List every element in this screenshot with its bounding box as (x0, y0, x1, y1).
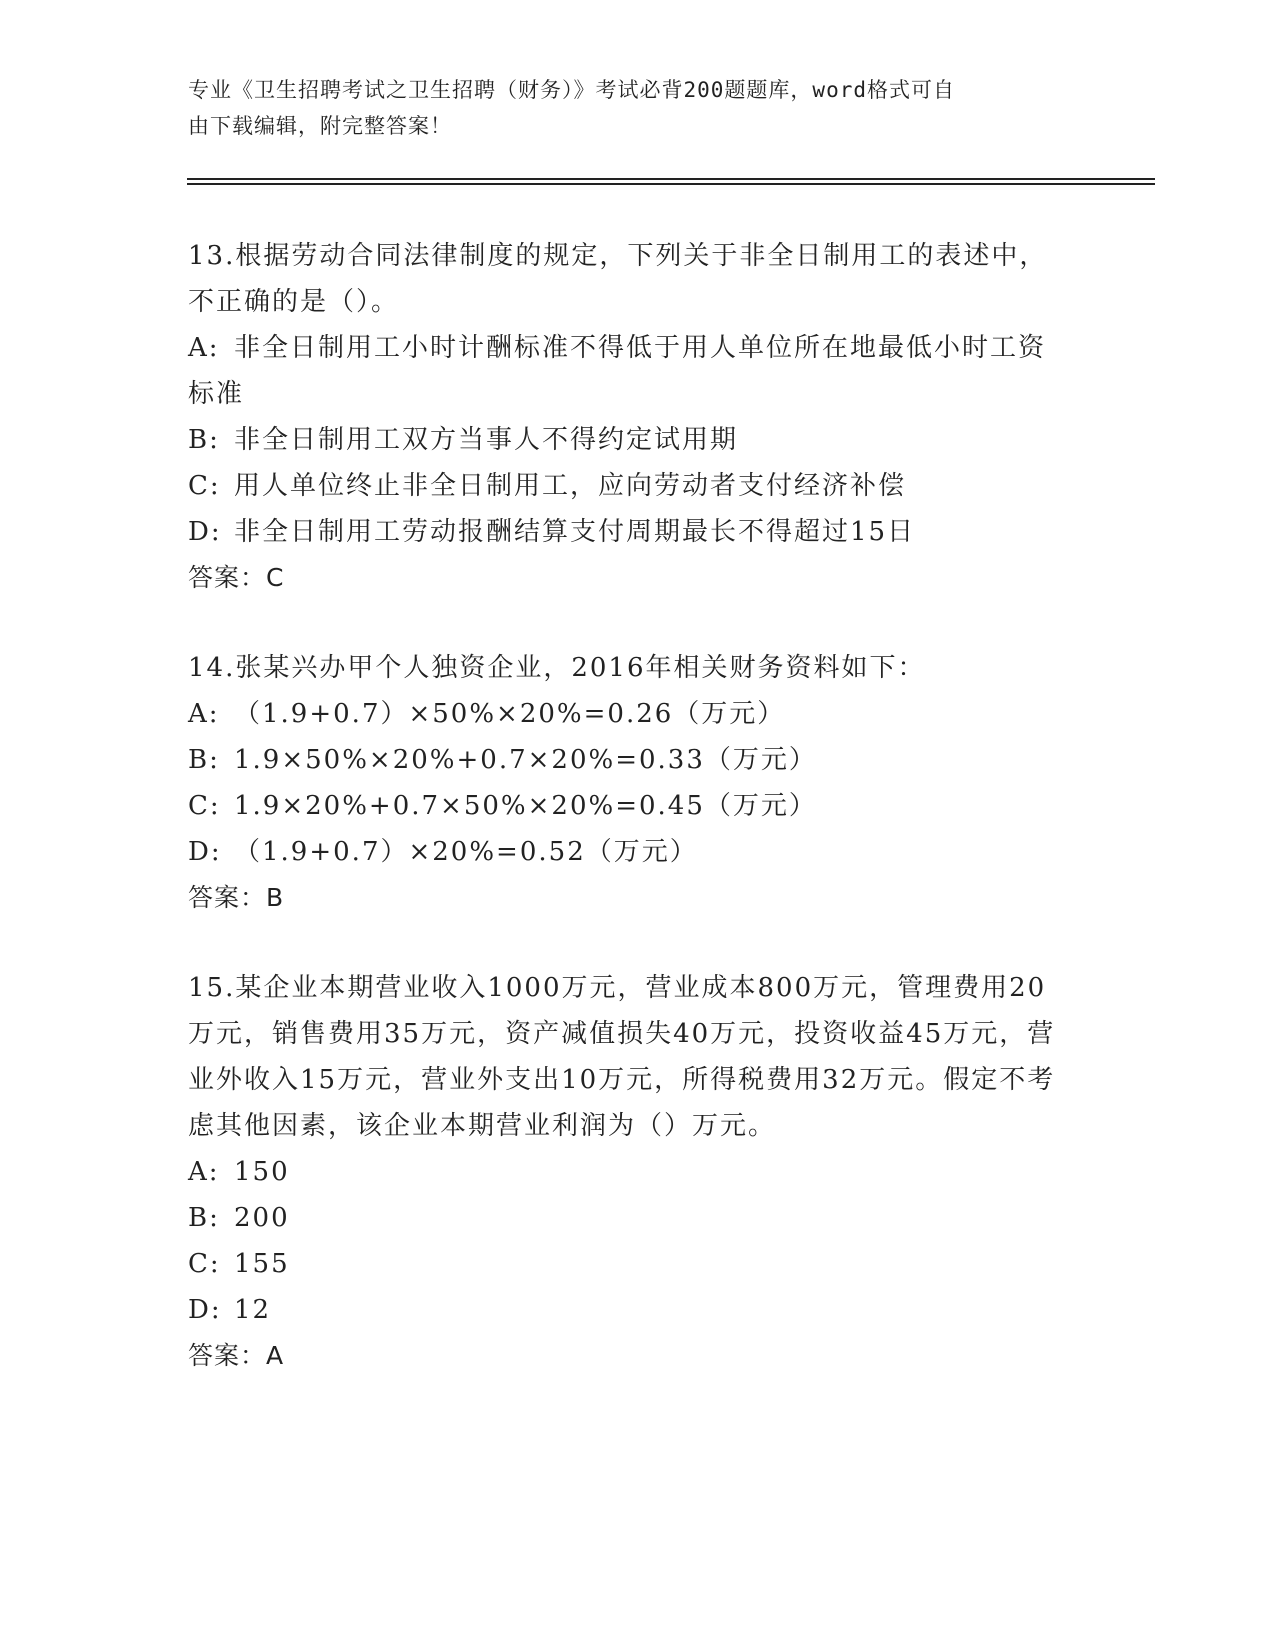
answer-line: 答案：A (188, 1341, 285, 1370)
option-letter: B: (188, 1203, 220, 1233)
header-intro-line-2: 由下载编辑，附完整答案！ (188, 114, 452, 138)
option-letter: D: (188, 837, 222, 867)
option-b (188, 417, 1068, 463)
option-letter: D: (188, 1295, 222, 1325)
option-text: 非全日制用工劳动报酬结算支付周期最长不得超过15日 (234, 517, 916, 547)
answer-line: 答案：C (188, 563, 285, 592)
option-d (188, 1287, 1068, 1333)
option-text: 非全日制用工双方当事人不得约定试用期 (234, 425, 739, 455)
option-text: 150 (234, 1157, 290, 1187)
option-text: （1.9+0.7）×50%×20%=0.26（万元） (234, 699, 786, 729)
header-intro-line-1: 专业《卫生招聘考试之卫生招聘（财务）》考试必背200题题库，word格式可自 (188, 78, 955, 102)
option-text: 用人单位终止非全日制用工，应向劳动者支付经济补偿 (234, 471, 907, 501)
option-text: 155 (234, 1249, 290, 1279)
option-d (188, 509, 1068, 555)
question-stem: 13.根据劳动合同法律制度的规定，下列关于非全日制用工的表述中，不正确的是（）。 (188, 241, 1048, 317)
option-text: （1.9+0.7）×20%=0.52（万元） (234, 837, 698, 867)
option-letter: C: (188, 471, 221, 501)
option-text: 200 (234, 1203, 290, 1233)
option-letter: B: (188, 745, 220, 775)
question-14 (188, 645, 1068, 921)
header-divider-top (187, 178, 1155, 180)
option-a (188, 691, 1068, 737)
option-letter: C: (188, 791, 221, 821)
header-divider-bottom (187, 183, 1155, 185)
option-c (188, 1241, 1068, 1287)
option-text: 非全日制用工小时计酬标准不得低于用人单位所在地最低小时工资标准 (188, 333, 1047, 409)
option-letter: A: (188, 1157, 220, 1187)
option-c (188, 783, 1068, 829)
option-letter: A: (188, 699, 220, 729)
option-text: 1.9×50%×20%+0.7×20%=0.33（万元） (234, 745, 817, 775)
answer-line: 答案：B (188, 883, 285, 912)
option-text: 1.9×20%+0.7×50%×20%=0.45（万元） (234, 791, 817, 821)
option-letter: B: (188, 425, 220, 455)
option-d (188, 829, 1068, 875)
option-a (188, 325, 1068, 417)
document-header (188, 72, 1068, 144)
option-a (188, 1149, 1068, 1195)
option-letter: A: (188, 333, 220, 363)
option-c (188, 463, 1068, 509)
option-letter: C: (188, 1249, 221, 1279)
option-text: 12 (234, 1295, 272, 1325)
question-13 (188, 233, 1068, 601)
option-b (188, 1195, 1068, 1241)
question-stem: 14.张某兴办甲个人独资企业，2016年相关财务资料如下： (188, 653, 926, 683)
question-15 (188, 965, 1068, 1379)
question-stem: 15.某企业本期营业收入1000万元，营业成本800万元，管理费用20万元，销售费用35万元，资产减值损失40万元，投资收益45万元，营业外收入15万元，营业外支出10万元，所得税费用32万元。假定不考虑其他因素，该企业本期营业利润为（）万元。 (188, 973, 1056, 1141)
option-b (188, 737, 1068, 783)
option-letter: D: (188, 517, 222, 547)
